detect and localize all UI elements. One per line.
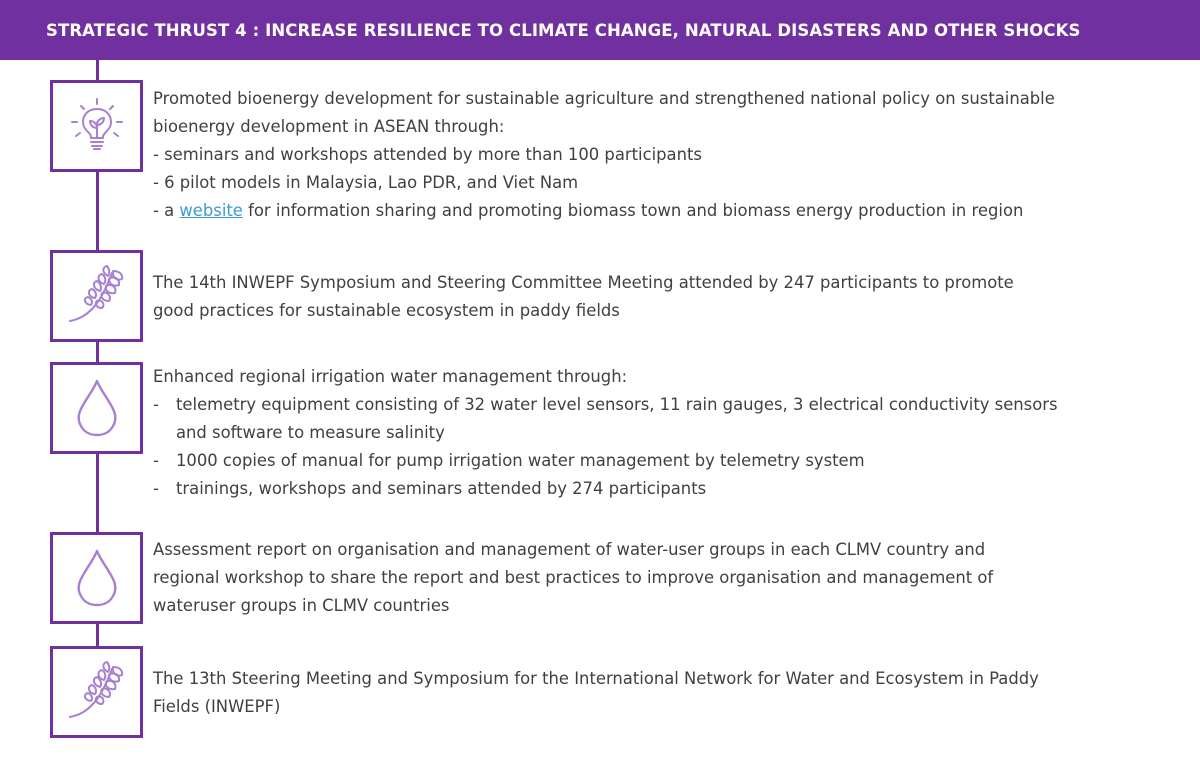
text-line: - 6 pilot models in Malaysia, Lao PDR, and Viet Nam [153,173,579,192]
text-line: and software to measure salinity [176,423,445,442]
text-line: - seminars and workshops attended by more than 100 participants [153,145,702,164]
item-text [153,85,1163,225]
text-line: The 14th INWEPF Symposium and Steering Committee Meeting attended by 247 participants to promote [153,273,1014,292]
timeline-connector [96,454,99,532]
item-icon-box [50,646,143,738]
text-line: trainings, workshops and seminars attended by 274 participants [176,479,707,498]
item-icon-box [50,80,143,172]
text-line: 1000 copies of manual for pump irrigation water management by telemetry system [176,451,865,470]
lightbulb-plant-icon [66,95,128,157]
list-item [153,475,1163,503]
text-line: Promoted bioenergy development for sustainable agriculture and strengthened national policy on sustainable [153,89,1055,108]
text-line: The 13th Steering Meeting and Symposium for the International Network for Water and Ecosystem in Paddy [153,669,1039,688]
text-fragment: - a [153,201,180,220]
text-line: regional workshop to share the report and best practices to improve organisation and management of [153,568,994,587]
text-line: bioenergy development in ASEAN through: [153,117,505,136]
rice-grain-icon [64,659,130,725]
item-icon-box [50,250,143,342]
text-line: Enhanced regional irrigation water management through: [153,367,628,386]
text-line [153,197,1163,225]
list-item [153,391,1163,447]
text-fragment: for information sharing and promoting biomass town and biomass energy production in region [242,201,1024,220]
bullet-text [176,391,1058,447]
item-icon-box [50,362,143,454]
website-link[interactable]: website [179,201,243,220]
section-header [0,0,1200,60]
bullet-dash: - [153,451,159,470]
item-text [153,665,1163,721]
section-title: STRATEGIC THRUST 4 : INCREASE RESILIENCE TO CLIMATE CHANGE, NATURAL DISASTERS AND OTHER SHOCKS [46,20,1081,40]
text-line: Fields (INWEPF) [153,697,281,716]
water-drop-icon [69,377,125,439]
bullet-dash: - [153,395,159,414]
list-item [153,447,1163,475]
rice-grain-icon [64,263,130,329]
timeline-connector [96,60,99,80]
timeline-connector [96,342,99,362]
text-line: Assessment report on organisation and management of water-user groups in each CLMV country and [153,540,986,559]
text-line: good practices for sustainable ecosystem in paddy fields [153,301,620,320]
text-line: wateruser groups in CLMV countries [153,596,450,615]
timeline-connector [96,172,99,250]
item-icon-box [50,532,143,624]
item-text [153,269,1163,325]
water-drop-icon [69,547,125,609]
bullet-dash: - [153,479,159,498]
item-text [153,536,1163,620]
text-line: telemetry equipment consisting of 32 water level sensors, 11 rain gauges, 3 electrical conductivity sensors [176,395,1058,414]
timeline-connector [96,624,99,646]
item-text [153,363,1163,503]
